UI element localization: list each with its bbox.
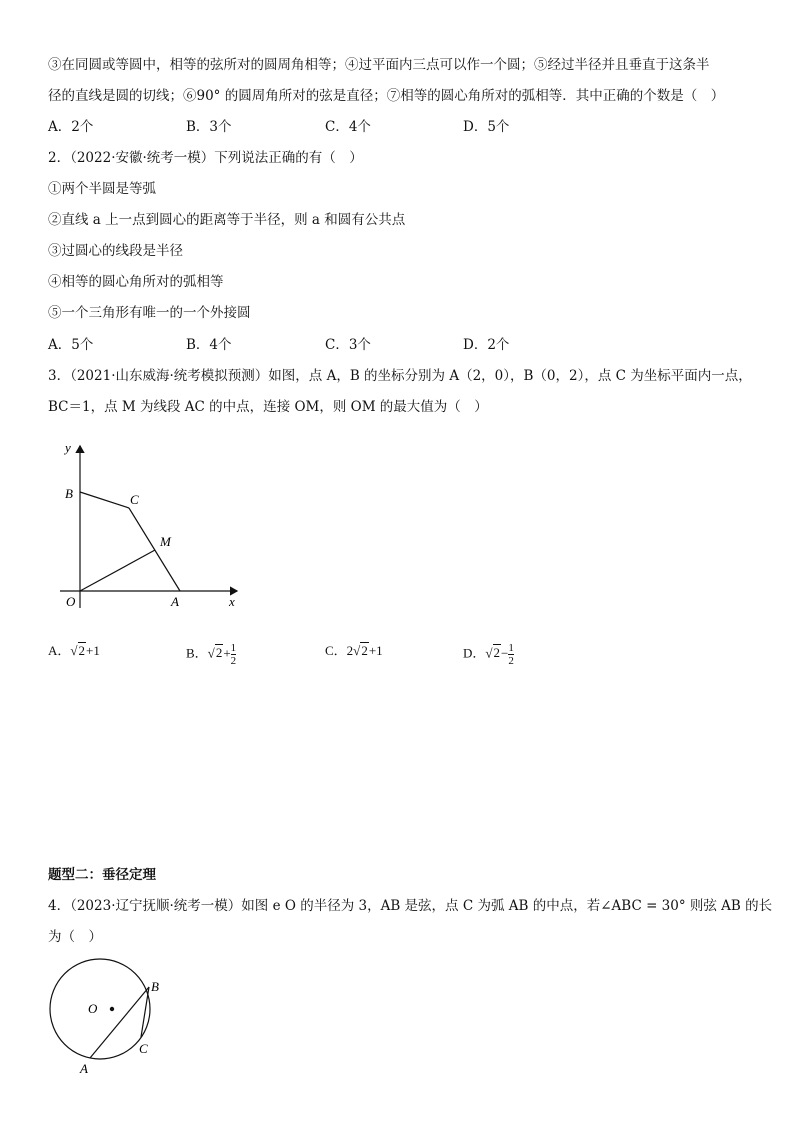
q4-circle-figure — [40, 958, 180, 1078]
label-o: O — [66, 594, 76, 609]
segment-bc — [80, 492, 129, 508]
q3-option-d: D．√2− $\frac{1}{2}$ — [463, 642, 514, 667]
q4-line-2: 为（ ） — [48, 929, 102, 945]
q2-option-a: A．5个 — [48, 337, 94, 353]
q2-option-c: C．3个 — [325, 337, 371, 353]
label-b: B — [151, 979, 159, 994]
center-point — [110, 1007, 114, 1011]
q2-item-4: ④相等的圆心角所对的弧相等 — [48, 274, 224, 290]
q2-stem: 2．（2022·安徽·统考一模）下列说法正确的有（ ） — [48, 150, 363, 166]
label-c: C — [130, 492, 139, 507]
fraction-half: $\frac{1}{2}$ — [230, 642, 237, 667]
q2-option-d: D．2个 — [463, 337, 510, 353]
q1-option-b: B．3个 — [186, 119, 232, 135]
circle-o — [50, 959, 150, 1059]
q3-option-a: A．√2+1 — [48, 643, 100, 658]
q1-option-c: C．4个 — [325, 119, 371, 135]
q2-item-1: ①两个半圆是等弧 — [48, 181, 156, 197]
q2-option-b: B．4个 — [186, 337, 232, 353]
fraction-half: $\frac{1}{2}$ — [508, 642, 514, 667]
label-a: A — [171, 594, 179, 609]
label-a: A — [80, 1061, 88, 1076]
segment-om — [80, 550, 155, 591]
q3-option-c: C．2√2+1 — [325, 643, 383, 658]
q1-option-a: A．2个 — [48, 119, 94, 135]
q3-line-2: BC＝1，点 M 为线段 AC 的中点，连接 OM，则 OM 的最大值为（ ） — [48, 399, 488, 415]
label-c: C — [139, 1041, 148, 1056]
q2-item-5: ⑤一个三角形有唯一的一个外接圆 — [48, 305, 251, 321]
segment-ca — [129, 508, 180, 591]
label-x: x — [229, 594, 235, 609]
label-m: M — [160, 534, 171, 549]
q2-item-3: ③过圆心的线段是半径 — [48, 243, 183, 259]
q3-line-1: 3．（2021·山东威海·统考模拟预测）如图，点 A，B 的坐标分别为 A（2，0），B（0，2），点 C 为坐标平面内一点， — [48, 368, 752, 384]
label-y: y — [65, 440, 71, 455]
q3-coordinate-figure — [52, 436, 252, 612]
q3-option-b: B．√2+ $\frac{1}{2}$ — [186, 642, 237, 667]
q1-line-2: 径的直线是圆的切线；⑥90° 的圆周角所对的弦是直径；⑦相等的圆心角所对的弧相等．其中正确的个数是（ ） — [48, 88, 725, 104]
q2-item-2: ②直线 a 上一点到圆心的距离等于半径，则 a 和圆有公共点 — [48, 212, 406, 228]
q4-line-1: 4．（2023·辽宁抚顺·统考一模）如图 e O 的半径为 3，AB 是弦，点 C 为弧 AB 的中点，若∠ABC = 30° 则弦 AB 的长 — [48, 898, 773, 914]
q1-line-1: ③在同圆或等圆中，相等的弦所对的圆周角相等；④过平面内三点可以作一个圆；⑤经过半径并且垂直于这条半 — [48, 57, 710, 73]
q1-option-d: D．5个 — [463, 119, 510, 135]
label-b: B — [65, 486, 73, 501]
label-o: O — [88, 1001, 98, 1016]
section-title: 题型二：垂径定理 — [48, 867, 156, 883]
